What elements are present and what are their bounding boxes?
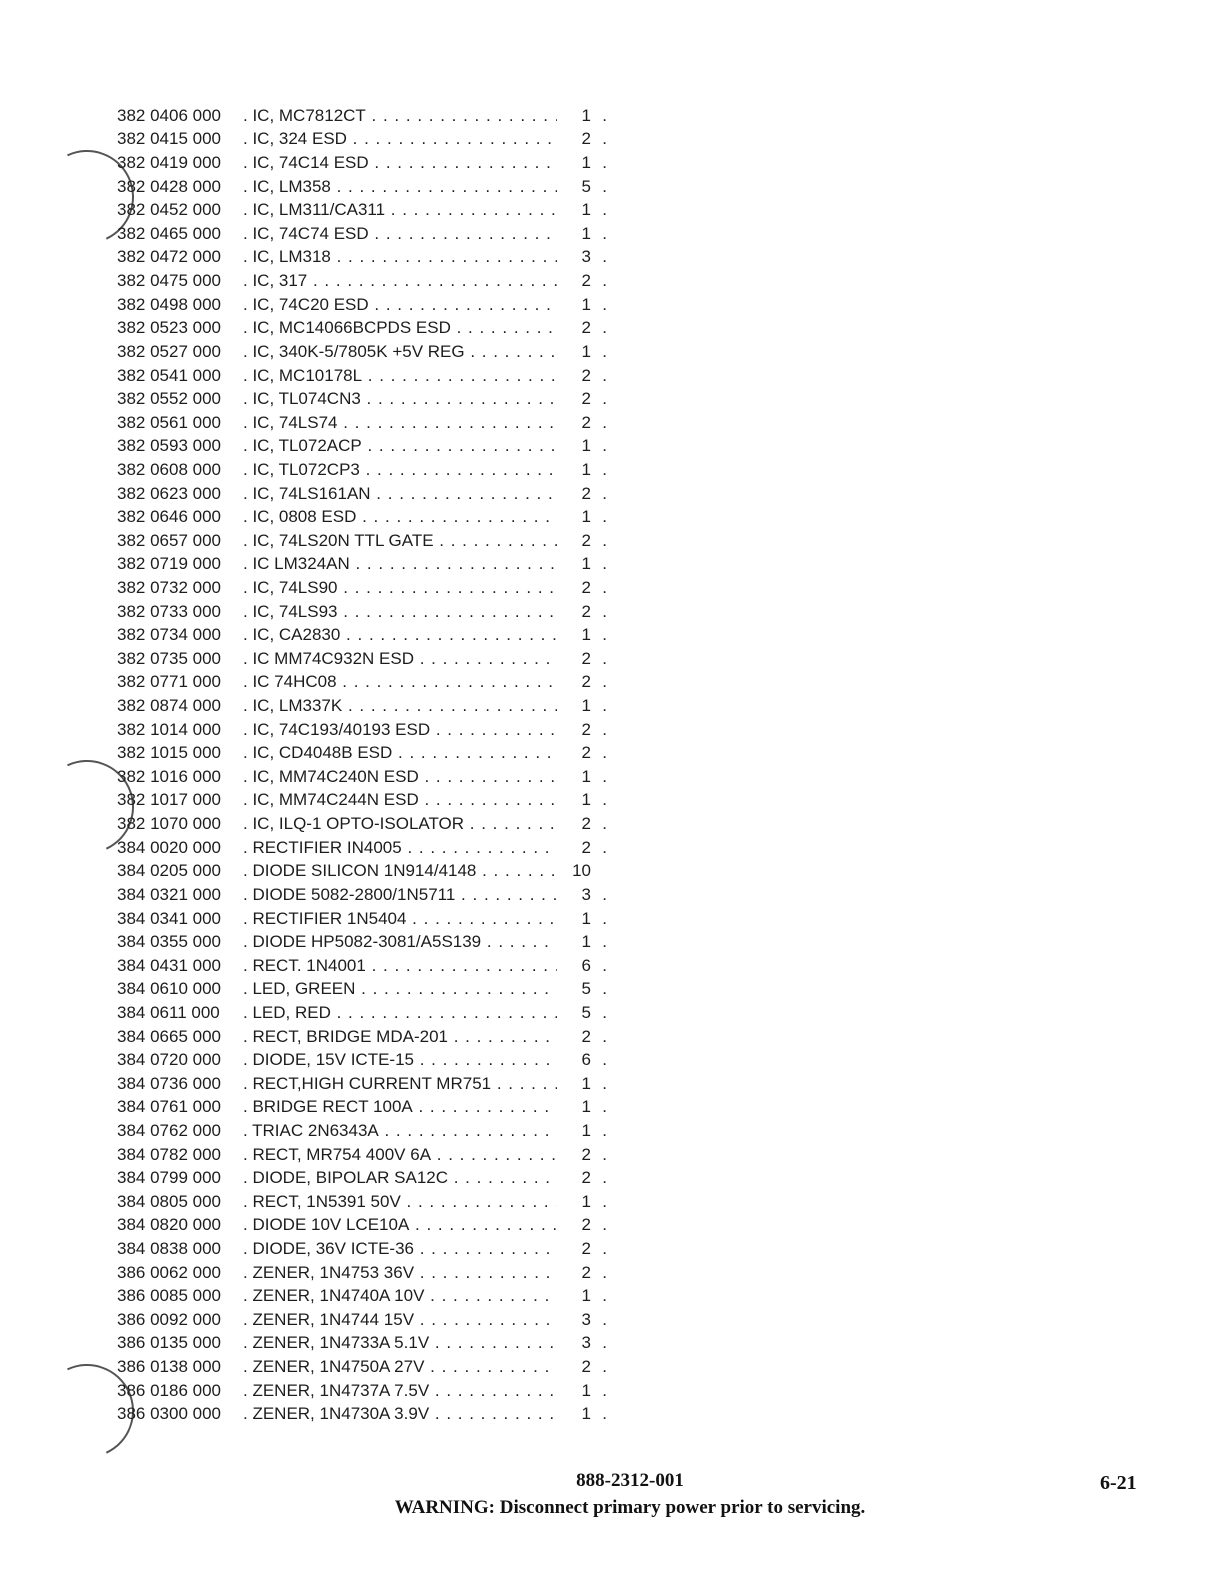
list-item <box>117 812 607 836</box>
list-item <box>117 1143 607 1167</box>
part-number: 382 0428 000 <box>117 176 221 196</box>
part-description: . IC, 317 . . . <box>241 271 557 291</box>
part-quantity: 3 <box>581 1333 591 1353</box>
part-description: . IC, 324 ESD . . . <box>241 129 557 149</box>
row-trailing-dot: . <box>602 577 607 597</box>
list-item <box>117 1308 607 1332</box>
page-number: 6-21 <box>1100 1472 1137 1494</box>
part-number: 382 0608 000 <box>117 459 221 479</box>
list-item <box>117 1119 607 1143</box>
part-description: . IC, LM311/CA311 . . . <box>241 200 557 220</box>
part-number: 384 0799 000 <box>117 1168 221 1188</box>
list-item <box>117 1048 607 1072</box>
part-quantity: 2 <box>581 318 591 338</box>
row-trailing-dot: . <box>602 507 607 527</box>
row-trailing-dot: . <box>602 1121 607 1140</box>
part-quantity: 2 <box>581 1357 591 1377</box>
part-description: . DIODE, 15V ICTE-15 . . . <box>241 1050 557 1070</box>
part-quantity: 2 <box>581 1026 591 1046</box>
part-description: . IC, 74LS20N TTL GATE . . . <box>241 531 557 551</box>
part-quantity: 2 <box>581 837 591 857</box>
part-number: 382 0593 000 <box>117 436 221 456</box>
part-description: . TRIAC 2N6343A . . . <box>241 1121 557 1141</box>
part-quantity: 2 <box>581 672 591 692</box>
row-trailing-dot: . <box>602 766 607 786</box>
list-item <box>117 860 607 884</box>
row-trailing-dot: . <box>602 1262 607 1282</box>
part-description: . IC, LM318 . . . <box>241 247 557 267</box>
part-quantity: 2 <box>581 1239 591 1259</box>
part-quantity: 1 <box>581 1404 591 1424</box>
part-description: . IC, 74LS74 . . . <box>241 413 557 433</box>
part-description: . IC, 74C14 ESD . . . <box>241 153 557 173</box>
part-number: 384 0805 000 <box>117 1191 221 1211</box>
list-item <box>117 340 607 364</box>
row-trailing-dot: . <box>602 1309 607 1329</box>
part-description: . IC, 74C20 ESD . . . <box>241 295 557 315</box>
part-description: . BRIDGE RECT 100A . . . <box>241 1097 557 1117</box>
list-item <box>117 1001 607 1025</box>
part-description: . IC, 74C193/40193 ESD . . . <box>241 720 557 740</box>
list-item <box>117 505 607 529</box>
list-item <box>117 1166 607 1190</box>
list-item <box>117 930 607 954</box>
part-quantity: 1 <box>581 341 591 361</box>
row-trailing-dot: . <box>602 530 607 550</box>
part-number: 382 0561 000 <box>117 412 221 432</box>
part-quantity: 10 <box>572 861 591 881</box>
part-description: . DIODE 10V LCE10A . . . <box>241 1215 557 1235</box>
part-description: . IC, TL074CN3 . . . <box>241 389 557 409</box>
row-trailing-dot: . <box>602 1168 607 1188</box>
list-item <box>117 104 607 128</box>
list-item <box>117 1261 607 1285</box>
part-number: 382 0646 000 <box>117 507 221 527</box>
part-number: 384 0761 000 <box>117 1097 221 1117</box>
part-description: . IC, 74LS161AN . . . <box>241 484 557 504</box>
row-trailing-dot: . <box>602 1073 607 1093</box>
part-description: . RECT, BRIDGE MDA-201 . . . <box>241 1027 557 1047</box>
list-item <box>117 364 607 388</box>
part-number: 384 0611 000 <box>117 1002 220 1022</box>
row-trailing-dot: . <box>602 884 607 904</box>
part-quantity: 5 <box>581 176 591 196</box>
part-quantity: 1 <box>581 294 591 314</box>
row-trailing-dot: . <box>602 247 607 267</box>
part-number: 382 1016 000 <box>117 766 221 786</box>
part-number: 384 0205 000 <box>117 861 221 881</box>
list-item <box>117 647 607 671</box>
part-quantity: 2 <box>581 1262 591 1282</box>
row-trailing-dot: . <box>602 1215 607 1235</box>
part-number: 382 0498 000 <box>117 294 221 314</box>
part-number: 382 0527 000 <box>117 341 221 361</box>
part-description: . IC, 74LS93 . . . <box>241 602 557 622</box>
part-description: . ZENER, 1N4733A 5.1V . . . <box>241 1333 557 1353</box>
list-item <box>117 1025 607 1049</box>
part-quantity: 5 <box>581 979 591 999</box>
list-item <box>117 1332 607 1356</box>
row-trailing-dot: . <box>602 1239 607 1259</box>
list-item <box>117 482 607 506</box>
part-description: . DIODE HP5082-3081/A5S139 . . . <box>241 932 557 952</box>
part-number: 384 0321 000 <box>117 884 221 904</box>
list-item <box>117 1379 607 1403</box>
part-number: 382 1014 000 <box>117 719 221 739</box>
list-item <box>117 387 607 411</box>
row-trailing-dot: . <box>602 105 607 125</box>
part-quantity: 2 <box>581 412 591 432</box>
list-item <box>117 907 607 931</box>
part-quantity: 1 <box>581 554 591 574</box>
part-quantity: 2 <box>581 577 591 597</box>
list-item <box>117 316 607 340</box>
list-item <box>117 1096 607 1120</box>
part-number: 382 1070 000 <box>117 814 221 834</box>
part-number: 382 1015 000 <box>117 743 221 763</box>
part-number: 384 0782 000 <box>117 1144 221 1164</box>
part-description: . IC, 0808 ESD . . . <box>241 507 557 527</box>
list-item <box>117 671 607 695</box>
part-quantity: 5 <box>581 1002 591 1022</box>
part-description: . ZENER, 1N4737A 7.5V . . . <box>241 1381 557 1401</box>
part-description: . IC, TL072ACP . . . <box>241 436 557 456</box>
row-trailing-dot: . <box>602 1380 607 1400</box>
part-description: . IC MM74C932N ESD . . . <box>241 649 557 669</box>
part-quantity: 1 <box>581 1121 591 1140</box>
part-description: . RECTIFIER IN4005 . . . <box>241 838 557 858</box>
part-quantity: 1 <box>581 1380 591 1400</box>
part-number: 382 1017 000 <box>117 790 221 810</box>
part-number: 382 0415 000 <box>117 129 221 149</box>
part-number: 382 0733 000 <box>117 601 221 621</box>
row-trailing-dot: . <box>602 554 607 574</box>
part-description: . ZENER, 1N4740A 10V . . . <box>241 1286 557 1306</box>
list-item <box>117 151 607 175</box>
row-trailing-dot: . <box>602 814 607 834</box>
part-number: 382 0623 000 <box>117 483 221 503</box>
part-number: 382 0419 000 <box>117 153 221 173</box>
row-trailing-dot: . <box>602 672 607 692</box>
part-quantity: 1 <box>581 908 591 928</box>
list-item <box>117 1214 607 1238</box>
list-item <box>117 1284 607 1308</box>
row-trailing-dot: . <box>602 601 607 621</box>
list-item <box>117 1355 607 1379</box>
part-number: 382 0465 000 <box>117 223 221 243</box>
row-trailing-dot: . <box>602 625 607 645</box>
row-trailing-dot: . <box>602 294 607 314</box>
row-trailing-dot: . <box>602 743 607 763</box>
list-item <box>117 553 607 577</box>
part-quantity: 1 <box>581 153 591 173</box>
row-trailing-dot: . <box>602 1144 607 1164</box>
part-description: . DIODE SILICON 1N914/4148 . . . <box>241 861 557 881</box>
part-quantity: 2 <box>581 365 591 385</box>
part-description: . ZENER, 1N4730A 3.9V . . . <box>241 1404 557 1424</box>
list-item <box>117 435 607 459</box>
part-description: . RECTIFIER 1N5404 . . . <box>241 909 557 929</box>
part-quantity: 1 <box>581 507 591 527</box>
row-trailing-dot: . <box>602 979 607 999</box>
part-quantity: 1 <box>581 766 591 786</box>
row-trailing-dot: . <box>602 837 607 857</box>
part-number: 384 0762 000 <box>117 1121 221 1140</box>
part-description: . RECT, 1N5391 50V . . . <box>241 1192 557 1212</box>
part-number: 384 0838 000 <box>117 1239 221 1259</box>
part-description: . IC, MM74C244N ESD . . . <box>241 790 557 810</box>
part-description: . DIODE, 36V ICTE-36 . . . <box>241 1239 557 1259</box>
list-item <box>117 1190 607 1214</box>
part-number: 382 0523 000 <box>117 318 221 338</box>
row-trailing-dot: . <box>602 696 607 716</box>
part-number: 384 0720 000 <box>117 1050 221 1070</box>
list-item <box>117 246 607 270</box>
part-description: . LED, RED . . . <box>241 1003 557 1023</box>
row-trailing-dot: . <box>602 648 607 668</box>
part-quantity: 2 <box>581 814 591 834</box>
part-number: 384 0355 000 <box>117 932 221 952</box>
part-description: . ZENER, 1N4744 15V . . . <box>241 1310 557 1330</box>
list-item <box>117 623 607 647</box>
part-description: . IC, MC7812CT . . . <box>241 106 557 126</box>
document-number: 888-2312-001 <box>576 1470 684 1491</box>
part-number: 384 0610 000 <box>117 979 221 999</box>
part-number: 382 0452 000 <box>117 200 221 220</box>
part-description: . IC, MC14066BCPDS ESD . . . <box>241 318 557 338</box>
list-item <box>117 600 607 624</box>
part-number: 384 0020 000 <box>117 837 221 857</box>
row-trailing-dot: . <box>602 271 607 291</box>
part-quantity: 6 <box>581 1050 591 1070</box>
row-trailing-dot: . <box>602 483 607 503</box>
list-item <box>117 1072 607 1096</box>
list-item <box>117 269 607 293</box>
row-trailing-dot: . <box>602 1050 607 1070</box>
part-quantity: 1 <box>581 625 591 645</box>
list-item <box>117 883 607 907</box>
part-quantity: 1 <box>581 200 591 220</box>
list-item <box>117 1403 607 1427</box>
row-trailing-dot: . <box>602 1404 607 1424</box>
part-description: . IC, TL072CP3 . . . <box>241 460 557 480</box>
part-description: . RECT,HIGH CURRENT MR751 . . . <box>241 1074 557 1094</box>
list-item <box>117 293 607 317</box>
part-number: 382 0732 000 <box>117 577 221 597</box>
row-trailing-dot: . <box>602 1026 607 1046</box>
part-number: 382 0541 000 <box>117 365 221 385</box>
part-quantity: 1 <box>581 1191 591 1211</box>
list-item <box>117 529 607 553</box>
part-description: . IC, LM337K . . . <box>241 696 557 716</box>
part-number: 384 0431 000 <box>117 955 221 975</box>
part-description: . DIODE 5082-2800/1N5711 . . . <box>241 885 557 905</box>
part-quantity: 1 <box>581 696 591 716</box>
part-description: . LED, GREEN . . . <box>241 979 557 999</box>
part-quantity: 1 <box>581 223 591 243</box>
part-quantity: 2 <box>581 1168 591 1188</box>
list-item <box>117 789 607 813</box>
part-description: . IC, MC10178L . . . <box>241 366 557 386</box>
part-description: . RECT, MR754 400V 6A . . . <box>241 1145 557 1165</box>
part-number: 386 0085 000 <box>117 1286 221 1306</box>
part-quantity: 2 <box>581 743 591 763</box>
part-quantity: 1 <box>581 436 591 456</box>
part-number: 382 0657 000 <box>117 530 221 550</box>
part-quantity: 1 <box>581 932 591 952</box>
part-quantity: 6 <box>581 955 591 975</box>
part-number: 382 0552 000 <box>117 389 221 409</box>
row-trailing-dot: . <box>602 1191 607 1211</box>
part-number: 382 0406 000 <box>117 105 221 125</box>
part-quantity: 2 <box>581 719 591 739</box>
part-description: . ZENER, 1N4753 36V . . . <box>241 1263 557 1283</box>
part-description: . IC, 340K-5/7805K +5V REG . . . <box>241 342 557 362</box>
list-item <box>117 128 607 152</box>
part-number: 382 0472 000 <box>117 247 221 267</box>
part-description: . RECT. 1N4001 . . . <box>241 956 557 976</box>
row-trailing-dot: . <box>602 200 607 220</box>
part-description: . IC, 74C74 ESD . . . <box>241 224 557 244</box>
row-trailing-dot: . <box>602 436 607 456</box>
part-description: . IC, MM74C240N ESD . . . <box>241 767 557 787</box>
part-quantity: 2 <box>581 483 591 503</box>
parts-list <box>117 104 607 1426</box>
row-trailing-dot: . <box>602 176 607 196</box>
list-item <box>117 576 607 600</box>
part-number: 384 0341 000 <box>117 908 221 928</box>
list-item <box>117 978 607 1002</box>
part-number: 384 0665 000 <box>117 1026 221 1046</box>
row-trailing-dot: . <box>602 790 607 810</box>
warning-label: WARNING: <box>394 1497 495 1518</box>
part-description: . IC, ILQ-1 OPTO-ISOLATOR . . . <box>241 814 557 834</box>
list-item <box>117 954 607 978</box>
warning-text: Disconnect primary power prior to servicing. <box>499 1497 866 1518</box>
list-item <box>117 765 607 789</box>
part-number: 386 0062 000 <box>117 1262 221 1282</box>
row-trailing-dot: . <box>602 412 607 432</box>
part-quantity: 2 <box>581 129 591 149</box>
row-trailing-dot: . <box>602 955 607 975</box>
list-item <box>117 741 607 765</box>
row-trailing-dot: . <box>602 1357 607 1377</box>
part-quantity: 3 <box>581 1309 591 1329</box>
row-trailing-dot: . <box>602 223 607 243</box>
row-trailing-dot: . <box>602 459 607 479</box>
part-description: . ZENER, 1N4750A 27V . . . <box>241 1357 557 1377</box>
list-item <box>117 458 607 482</box>
row-trailing-dot: . <box>602 365 607 385</box>
part-quantity: 2 <box>581 389 591 409</box>
row-trailing-dot: . <box>602 1002 607 1022</box>
part-description: . IC 74HC08 . . . <box>241 672 557 692</box>
part-quantity: 1 <box>581 105 591 125</box>
row-trailing-dot: . <box>602 1097 607 1117</box>
part-number: 384 0736 000 <box>117 1073 221 1093</box>
list-item <box>117 836 607 860</box>
warning-line <box>330 1497 930 1519</box>
part-quantity: 2 <box>581 271 591 291</box>
list-item <box>117 222 607 246</box>
part-quantity: 1 <box>581 1286 591 1306</box>
row-trailing-dot: . <box>602 318 607 338</box>
part-quantity: 2 <box>581 601 591 621</box>
row-trailing-dot: . <box>602 932 607 952</box>
part-quantity: 2 <box>581 1215 591 1235</box>
list-item <box>117 411 607 435</box>
part-number: 386 0300 000 <box>117 1404 221 1424</box>
row-trailing-dot: . <box>602 908 607 928</box>
part-number: 382 0874 000 <box>117 696 221 716</box>
list-item <box>117 198 607 222</box>
part-number: 386 0186 000 <box>117 1380 221 1400</box>
part-quantity: 2 <box>581 1144 591 1164</box>
part-quantity: 3 <box>581 247 591 267</box>
list-item <box>117 718 607 742</box>
part-description: . IC LM324AN . . . <box>241 554 557 574</box>
part-quantity: 2 <box>581 530 591 550</box>
row-trailing-dot: . <box>602 719 607 739</box>
row-trailing-dot: . <box>602 153 607 173</box>
part-quantity: 1 <box>581 790 591 810</box>
part-number: 382 0735 000 <box>117 648 221 668</box>
part-quantity: 1 <box>581 1073 591 1093</box>
list-item <box>117 175 607 199</box>
part-description: . IC, LM358 . . . <box>241 177 557 197</box>
part-quantity: 2 <box>581 648 591 668</box>
part-number: 382 0734 000 <box>117 625 221 645</box>
row-trailing-dot: . <box>602 129 607 149</box>
part-quantity: 1 <box>581 1097 591 1117</box>
part-description: . IC, CD4048B ESD . . . <box>241 743 557 763</box>
part-quantity: 3 <box>581 884 591 904</box>
row-trailing-dot: . <box>602 389 607 409</box>
part-number: 382 0719 000 <box>117 554 221 574</box>
part-quantity: 1 <box>581 459 591 479</box>
part-description: . DIODE, BIPOLAR SA12C . . . <box>241 1168 557 1188</box>
part-description: . IC, 74LS90 . . . <box>241 578 557 598</box>
part-number: 386 0092 000 <box>117 1309 221 1329</box>
part-description: . IC, CA2830 . . . <box>241 625 557 645</box>
list-item <box>117 694 607 718</box>
row-trailing-dot: . <box>602 1333 607 1353</box>
part-number: 382 0771 000 <box>117 672 221 692</box>
part-number: 386 0138 000 <box>117 1357 221 1377</box>
row-trailing-dot: . <box>602 341 607 361</box>
list-item <box>117 1237 607 1261</box>
part-number: 382 0475 000 <box>117 271 221 291</box>
part-number: 384 0820 000 <box>117 1215 221 1235</box>
part-number: 386 0135 000 <box>117 1333 221 1353</box>
row-trailing-dot: . <box>602 1286 607 1306</box>
